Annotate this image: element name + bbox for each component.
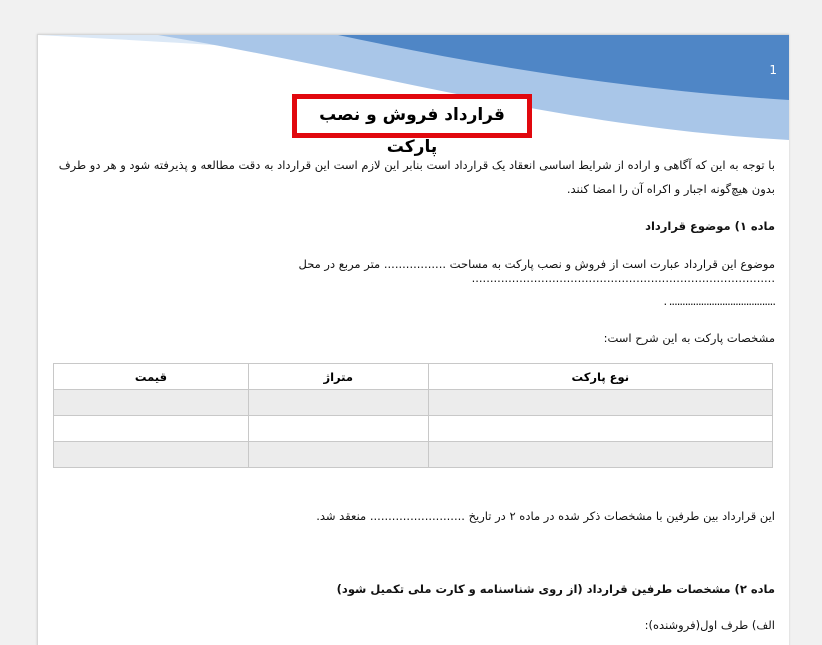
table-cell[interactable] [54, 416, 249, 442]
specs-label: مشخصات پارکت به این شرح است: [603, 331, 775, 345]
table-cell[interactable] [54, 442, 249, 468]
article-1-line-2: ........................................ . [663, 294, 775, 308]
table-row [54, 442, 773, 468]
specs-table [53, 363, 773, 468]
table-cell[interactable] [54, 390, 249, 416]
table-cell[interactable] [428, 390, 772, 416]
table-cell[interactable] [428, 442, 772, 468]
table-cell[interactable] [248, 416, 428, 442]
document-title: قرارداد فروش و نصب پارکت [292, 94, 532, 138]
intro-line-2: بدون هیچ‌گونه اجبار و اکراه آن را امضا کنند. [566, 182, 775, 196]
intro-line-1: با توجه به این که آگاهی و اراده از شرایط اساسی انعقاد یک قرارداد است بنابر این لازم است این قرارداد به دقت مطالعه و پذیرفته شود و هر دو طرف [58, 158, 775, 172]
table-row [54, 416, 773, 442]
table-cell[interactable] [428, 416, 772, 442]
table-header-parquet-type: نوع پارکت [428, 364, 772, 390]
table-cell[interactable] [248, 442, 428, 468]
party-a-label: الف) طرف اول(فروشنده): [644, 618, 775, 632]
intro-paragraph [53, 153, 775, 201]
table-row [54, 390, 773, 416]
article-1-heading: ماده ۱) موضوع قرارداد [645, 219, 775, 233]
table-cell[interactable] [248, 390, 428, 416]
table-header-area: متراژ [248, 364, 428, 390]
page-number: 1 [769, 63, 777, 77]
table-header-price: قیمت [54, 364, 249, 390]
document-page [37, 34, 789, 645]
article-2-heading: ماده ۲) مشخصات طرفین قرارداد (از روی شناسنامه و کارت ملی تکمیل شود) [336, 582, 775, 596]
contract-concluded-line: این قرارداد بین طرفین با مشخصات ذکر شده در ماده ۲ در تاریخ .......................... منعقد شد. [316, 509, 775, 523]
article-1-line-1: موضوع این قرارداد عبارت است از فروش و نصب پارکت به مساحت ................. متر مربع در محل ................................................................................... [298, 257, 775, 285]
